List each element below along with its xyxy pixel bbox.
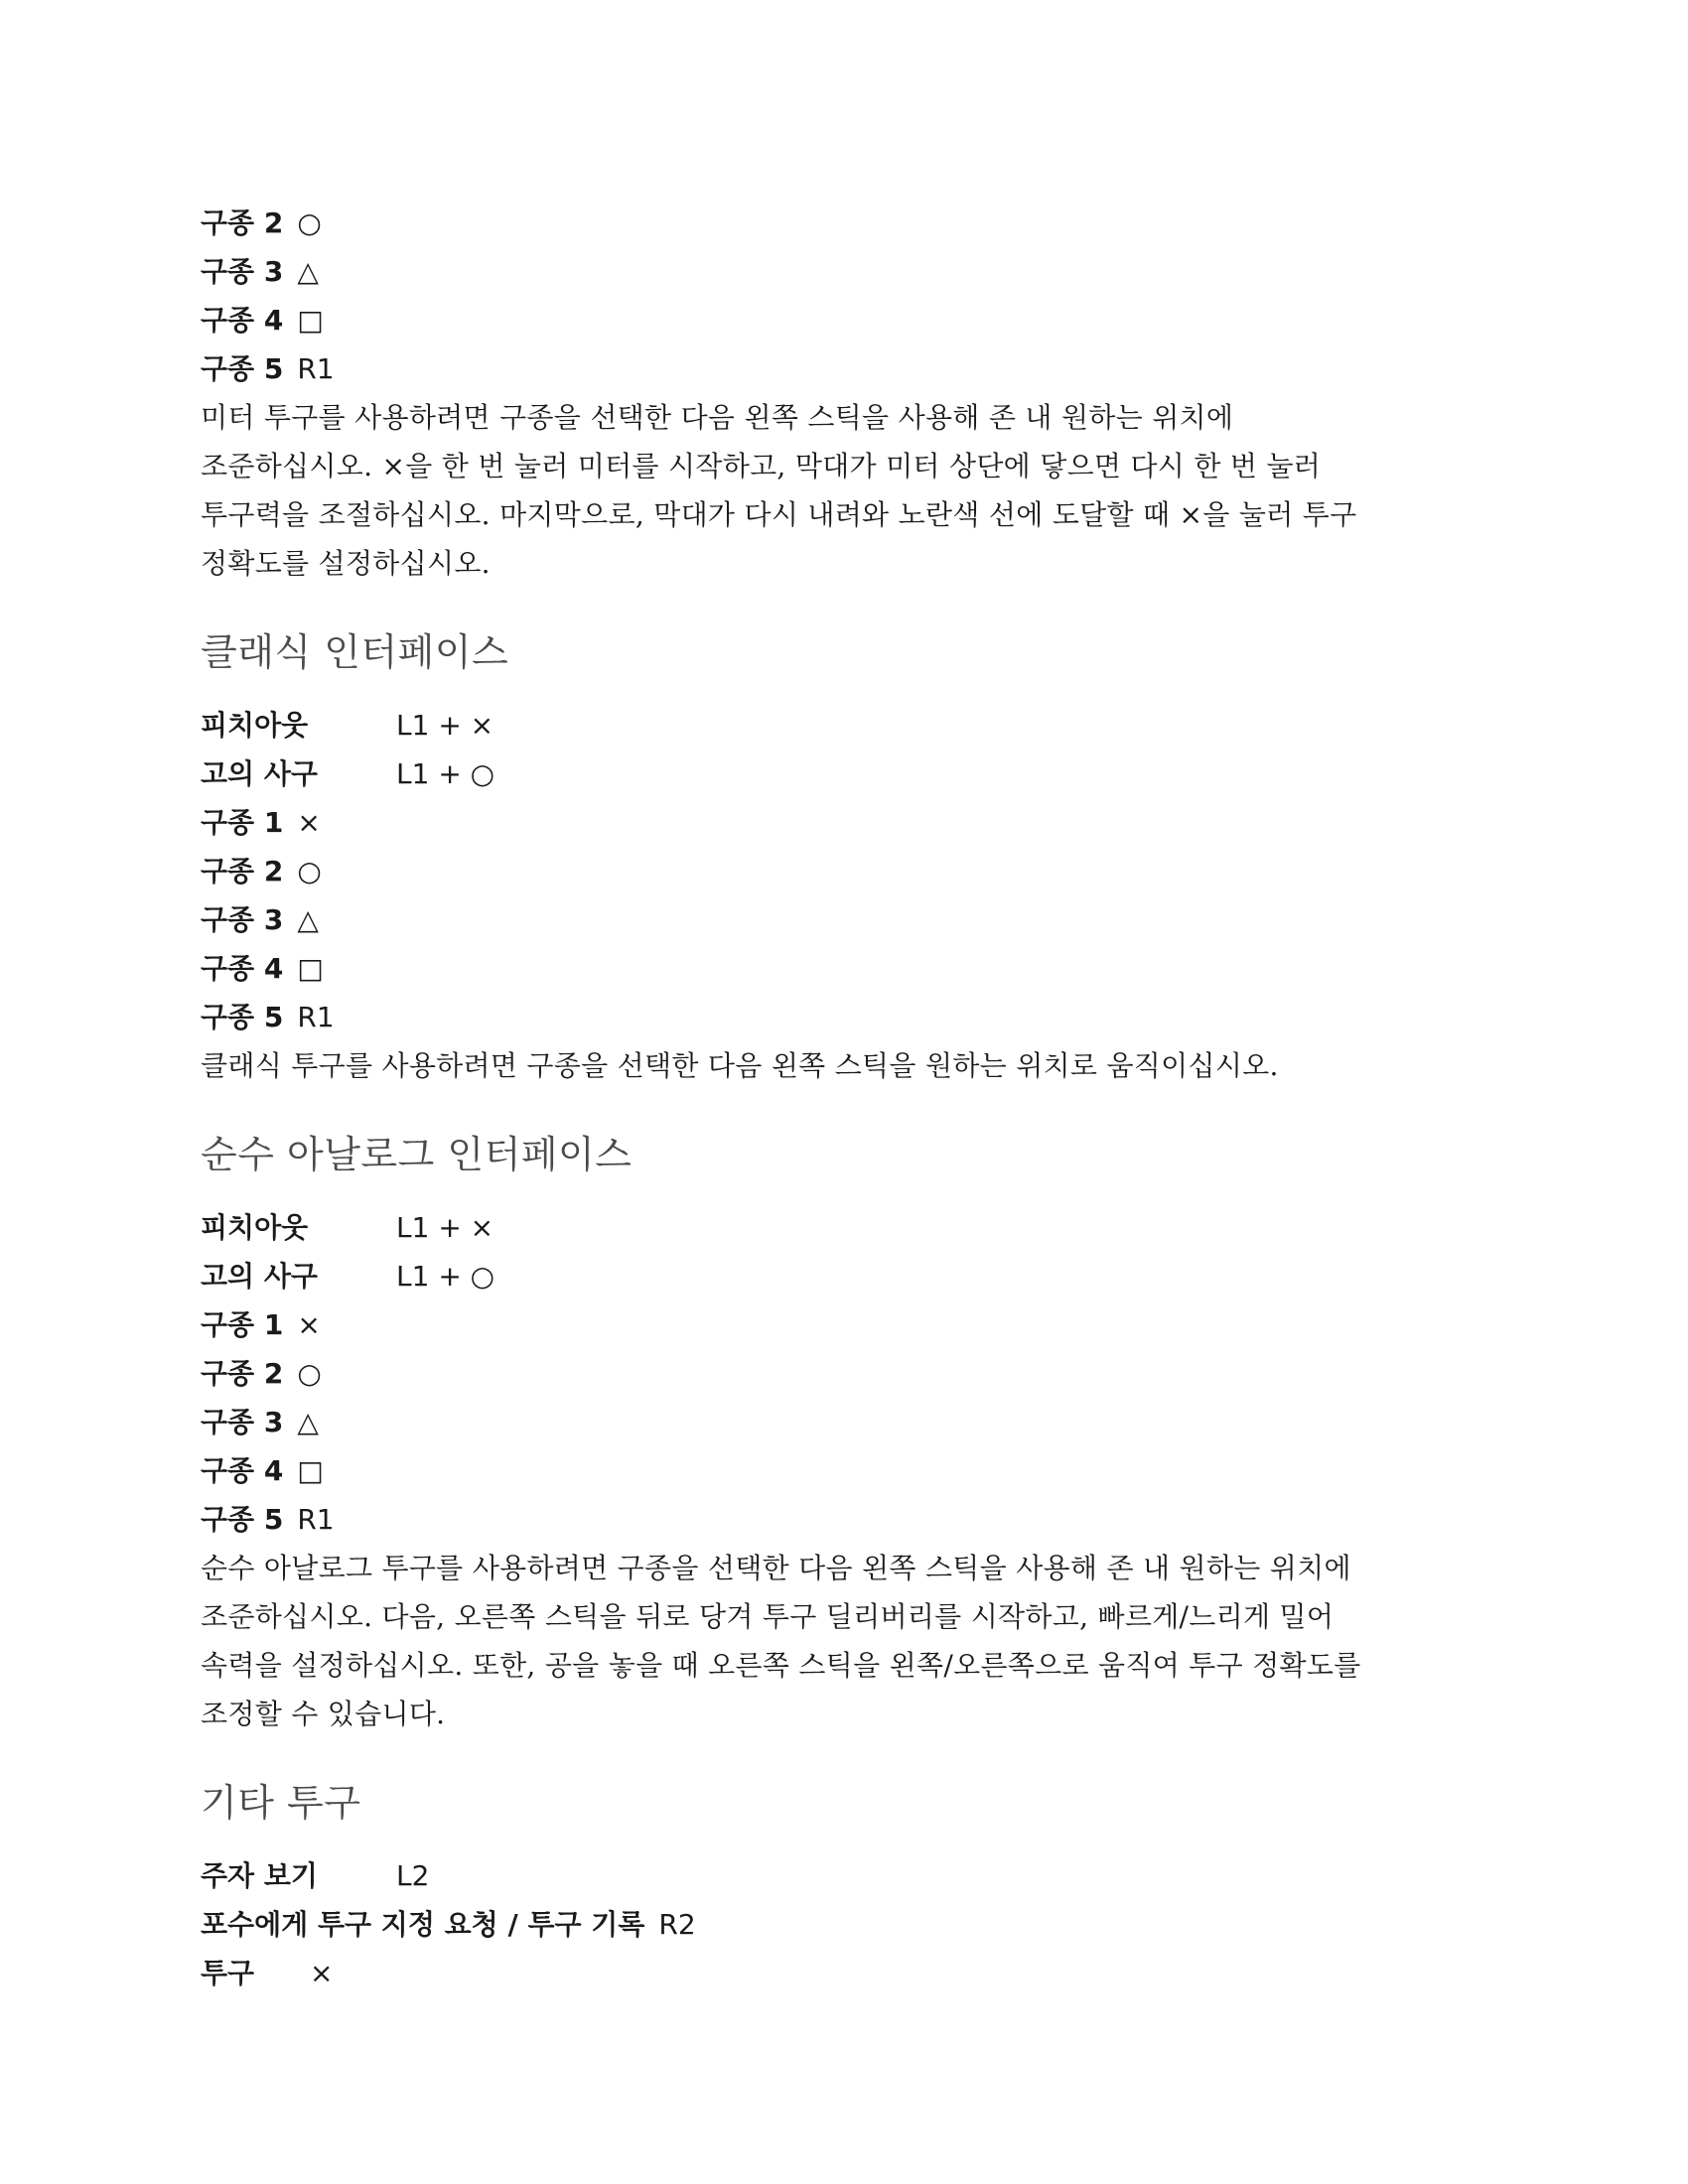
pitch-row [201,895,1491,944]
pitch-row [201,1300,1491,1349]
control-label: 피치아웃 [201,1211,309,1244]
control-binding: L1 + × [396,709,494,742]
button-glyph: ○ [297,206,322,239]
control-label: 포수에게 투구 지정 요청 / 투구 기록 [201,1908,645,1941]
control-binding: × [310,1957,334,1989]
section-title: 순수 아날로그 인터페이스 [201,1133,633,1176]
control-row [201,701,1491,750]
pitch-label: 구종 3 [201,903,284,936]
pitch-label: 구종 3 [201,255,284,288]
pitch-label: 구종 5 [201,1001,284,1033]
pitch-label: 구종 2 [201,855,284,887]
pitch-row [201,993,1491,1041]
pitch-row [201,1398,1491,1446]
classic-interface-section [201,623,1491,1090]
pitch-row [201,1446,1491,1495]
control-row [201,750,1491,798]
analog-interface-section [201,1126,1491,1738]
pitch-label: 구종 1 [201,806,284,839]
control-label: 고의 사구 [201,757,318,790]
button-glyph: □ [297,1454,324,1487]
pitch-label: 구종 1 [201,1308,284,1341]
section-title: 클래식 인터페이스 [201,630,509,674]
pitch-row [201,1495,1491,1544]
pitch-label: 구종 4 [201,952,284,985]
control-binding: R2 [658,1908,696,1941]
pitch-row [201,296,1491,344]
analog-description: 순수 아날로그 투구를 사용하려면 구종을 선택한 다음 왼쪽 스틱을 사용해 존 내 원하는 위치에 조준하십시오. 다음, 오른쪽 스틱을 뒤로 당겨 투구 딜리버리를 시작하고, 빠르게/느리게 밀어 속력을 설정하십시오. 또한, 공을 놓을 때 오른쪽 스틱을 왼쪽/오른쪽으로 움직여 투구 정확도를 조정할 수 있습니다. [201,1552,1361,1730]
section-title: 기타 투구 [201,1781,361,1825]
pitch-label: 구종 4 [201,1454,284,1487]
pitch-row [201,344,1491,393]
control-binding: L1 + × [396,1211,494,1244]
pitch-label: 구종 5 [201,352,284,385]
button-glyph: □ [297,304,324,337]
button-glyph: R1 [297,352,335,385]
button-glyph: ○ [297,1357,322,1390]
button-glyph: △ [297,1406,319,1438]
other-pitching-section [201,1774,1491,1997]
control-binding: L2 [396,1859,430,1892]
meter-pitch-list [201,199,1491,588]
manual-page [201,199,1491,1997]
control-label: 고의 사구 [201,1260,318,1293]
pitch-row [201,247,1491,296]
control-label: 피치아웃 [201,709,309,742]
pitch-label: 구종 2 [201,1357,284,1390]
control-binding: L1 + ○ [396,1260,495,1293]
pitch-label: 구종 2 [201,206,284,239]
button-glyph: □ [297,952,324,985]
button-glyph: △ [297,903,319,936]
button-glyph: ○ [297,855,322,887]
control-row [201,1851,1491,1900]
classic-description: 클래식 투구를 사용하려면 구종을 선택한 다음 왼쪽 스틱을 원하는 위치로 움직이십시오. [201,1049,1279,1082]
button-glyph: R1 [297,1503,335,1536]
control-row [201,1252,1491,1300]
control-row [201,1949,1491,1997]
pitch-label: 구종 5 [201,1503,284,1536]
meter-description: 미터 투구를 사용하려면 구종을 선택한 다음 왼쪽 스틱을 사용해 존 내 원하는 위치에 조준하십시오. ×을 한 번 눌러 미터를 시작하고, 막대가 미터 상단에 닿으면 다시 한 번 눌러 투구력을 조절하십시오. 마지막으로, 막대가 다시 내려와 노란색 선에 도달할 때 ×을 눌러 투구 정확도를 설정하십시오. [201,401,1357,580]
control-row [201,1900,1491,1949]
button-glyph: △ [297,255,319,288]
pitch-row [201,847,1491,895]
button-glyph: R1 [297,1001,335,1033]
pitch-row [201,199,1491,247]
control-label: 투구 [201,1957,255,1989]
control-binding: L1 + ○ [396,757,495,790]
pitch-label: 구종 3 [201,1406,284,1438]
pitch-row [201,944,1491,993]
pitch-row [201,1349,1491,1398]
control-label: 주자 보기 [201,1859,318,1892]
pitch-label: 구종 4 [201,304,284,337]
button-glyph: × [297,1308,321,1341]
pitch-row [201,798,1491,847]
button-glyph: × [297,806,321,839]
control-row [201,1203,1491,1252]
